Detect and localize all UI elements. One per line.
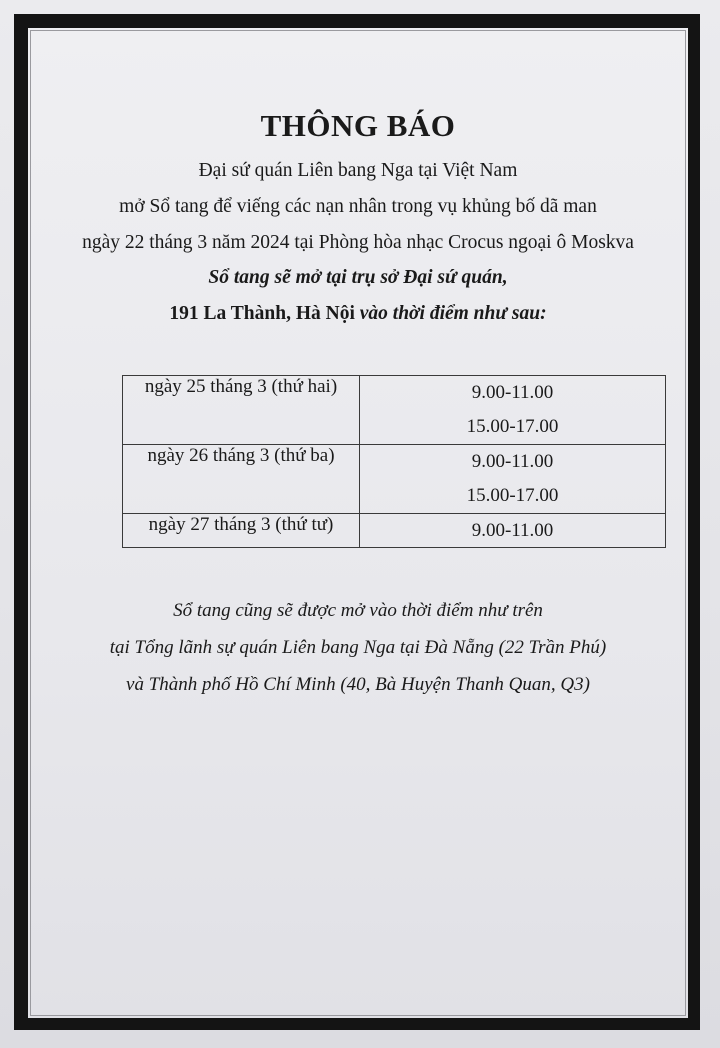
intro-line-2: mở Sổ tang để viếng các nạn nhân trong vụ khủng bố dã man [119, 196, 597, 217]
intro-line-3: ngày 22 tháng 3 năm 2024 tại Phòng hòa nhạc Crocus ngoại ô Moskva [82, 232, 634, 253]
black-border-frame [14, 14, 700, 1030]
location-line-2 [28, 303, 688, 325]
time-slot: 9.00-11.00 [471, 451, 554, 472]
footer-line-3: và Thành phố Hồ Chí Minh (40, Bà Huyện Thanh Quan, Q3) [126, 674, 590, 695]
time-slot: 9.00-11.00 [471, 520, 554, 541]
time-slot: 9.00-11.00 [471, 382, 554, 403]
schedule-times [360, 445, 666, 514]
footer-line-2: tại Tổng lãnh sự quán Liên bang Nga tại Đà Nẵng (22 Trần Phú) [109, 637, 607, 658]
schedule-day: ngày 26 tháng 3 (thứ ba) [123, 445, 360, 514]
embassy-address: 191 La Thành, Hà Nội [169, 303, 355, 324]
time-slot: 15.00-17.00 [466, 485, 559, 506]
schedule-table [122, 375, 666, 548]
schedule-day: ngày 25 tháng 3 (thứ hai) [123, 376, 360, 445]
schedule-times [360, 376, 666, 445]
time-slot: 15.00-17.00 [466, 416, 559, 437]
table-row [123, 514, 666, 548]
location-line-2-suffix: vào thời điểm như sau: [354, 303, 547, 324]
footer-line-1: Sổ tang cũng sẽ được mở vào thời điểm như trên [173, 600, 543, 621]
location-line-1: Sổ tang sẽ mở tại trụ sở Đại sứ quán, [208, 267, 508, 288]
table-row [123, 445, 666, 514]
intro-line-1: Đại sứ quán Liên bang Nga tại Việt Nam [198, 160, 518, 181]
table-row [123, 376, 666, 445]
notice-title: THÔNG BÁO [260, 108, 456, 143]
schedule-times [360, 514, 666, 548]
schedule-day: ngày 27 tháng 3 (thứ tư) [123, 514, 360, 548]
